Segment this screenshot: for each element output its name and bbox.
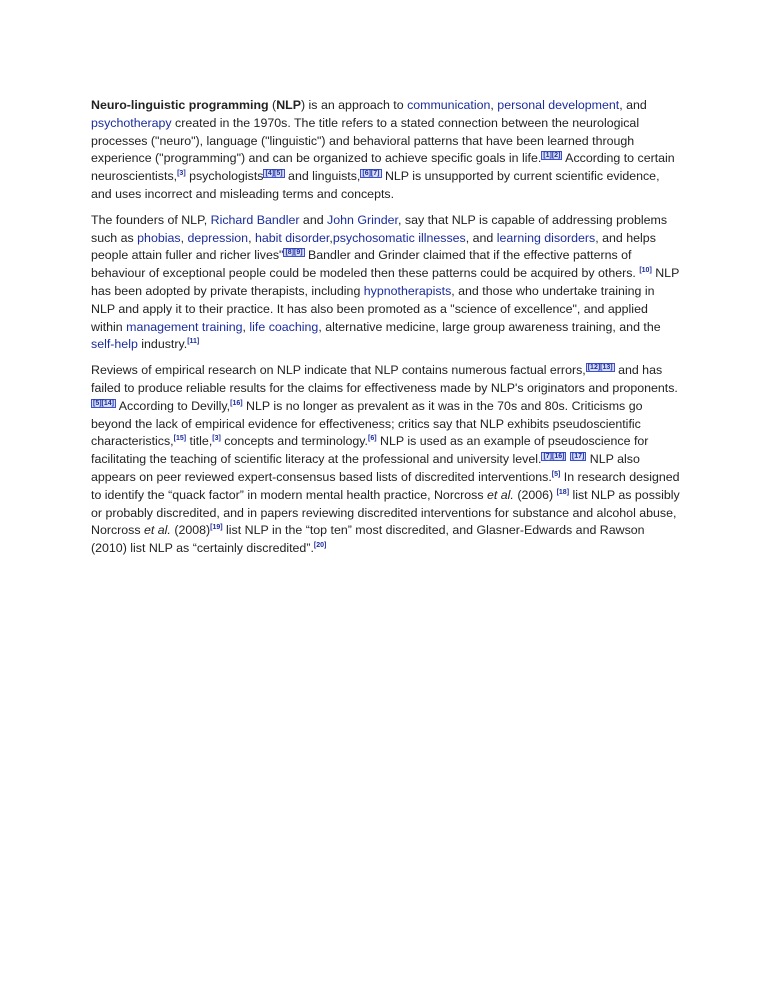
text-run: title, — [186, 434, 213, 449]
article-link[interactable]: Richard Bandler — [210, 212, 300, 227]
paragraph-founders — [91, 212, 681, 354]
italic-text: et al. — [487, 487, 514, 502]
text-run: industry. — [137, 337, 188, 352]
text-run: NLP is used as an example of pseudoscience for facilitating the teaching of scientific literacy at the professional and university level. — [91, 434, 649, 467]
article-link[interactable]: phobias — [137, 230, 181, 245]
text-run: , and — [619, 98, 647, 112]
text-run: , and helps people attain fuller and richer lives" — [91, 230, 656, 263]
article-link[interactable]: management training — [126, 319, 243, 334]
citation-link[interactable]: [5][14] — [93, 399, 115, 407]
citation-link[interactable]: [3] — [177, 170, 186, 178]
text-run: According to certain neuroscientists, — [91, 151, 675, 184]
text-run: ( — [268, 98, 277, 112]
text-run: , alternative medicine, large group awareness training, and the — [318, 319, 661, 334]
text-run: Bandler and Grinder claimed that if the effective patterns of behaviour of exceptional people could be modeled then these patterns could be acquired by others. — [91, 248, 640, 281]
article-link[interactable]: self-help — [91, 337, 138, 352]
text-run: list NLP in the “top ten” most discredited, and Glasner-Edwards and Rawson (2010) list NLP as “certainly discredited”. — [91, 523, 645, 556]
text-run: The founders of NLP, — [91, 212, 211, 227]
citation-link[interactable]: [7][16] — [543, 453, 565, 461]
text-run: and linguists, — [284, 169, 361, 184]
text-run: In research designed to identify the “quack factor” in modern mental health practice, Norcross — [91, 469, 680, 502]
text-run: Reviews of empirical research on NLP indicate that NLP contains numerous factual errors, — [91, 363, 586, 378]
article-link[interactable]: communication — [407, 98, 491, 112]
text-run: , — [490, 98, 498, 112]
article-body — [91, 97, 681, 566]
citation-link[interactable]: [8][9] — [285, 249, 303, 257]
citation-link[interactable]: [5] — [551, 470, 561, 478]
text-run: According to Devilly, — [116, 398, 231, 413]
citation-link[interactable]: [16] — [230, 399, 243, 407]
bold-text: Neuro-linguistic programming — [91, 98, 269, 112]
text-run: , — [180, 230, 188, 245]
bold-text: NLP — [276, 98, 301, 112]
text-run: NLP has been adopted by private therapists, including — [91, 266, 680, 298]
article-link[interactable]: life coaching — [249, 319, 319, 334]
citation-link[interactable]: [10] — [639, 267, 652, 275]
article-link[interactable]: learning disorders — [496, 230, 596, 245]
citation-link[interactable]: [3] — [212, 435, 221, 443]
text-run: , — [242, 319, 250, 334]
citation-link[interactable]: [6][7] — [362, 170, 380, 178]
article-link[interactable]: John Grinder — [327, 212, 398, 227]
text-run: NLP also appears on peer reviewed expert-consensus based lists of discredited interventions. — [91, 452, 640, 484]
citation-link[interactable]: [1][2] — [543, 152, 561, 160]
citation-link[interactable]: [15] — [173, 435, 187, 443]
text-run: (2006) — [513, 487, 557, 502]
text-run: , — [248, 230, 255, 245]
text-run: and has failed to produce reliable results for the claims for effectiveness made by NLP's originators and proponents. — [91, 363, 678, 395]
text-run: concepts and terminology. — [220, 434, 368, 449]
citation-link[interactable]: [11] — [187, 338, 200, 346]
article-link[interactable]: psychosomatic illnesses — [332, 230, 466, 245]
text-run: ) is an approach to — [300, 98, 408, 112]
text-run: , and those who undertake training in NLP and apply it to their practice. It has also been promoted as a "science of excellence", and applied within — [91, 283, 655, 334]
article-link[interactable]: depression — [187, 230, 249, 245]
text-run: (2008) — [170, 523, 211, 538]
citation-link[interactable]: [12][13] — [587, 364, 613, 372]
article-link[interactable]: hypnotherapists — [363, 283, 452, 298]
citation-link[interactable]: [6] — [368, 435, 377, 443]
text-run: created in the 1970s. The title refers to a stated connection between the neurological processes ("neuro"), language ("linguistic") and behavioral patterns that have been learned through experience ("programming") and can be organized to achieve specific goals in life. — [91, 115, 640, 166]
text-run: , say that NLP is capable of addressing problems such as — [91, 212, 668, 245]
text-run: NLP is unsupported by current scientific evidence, and uses incorrect and misleading terms and concepts. — [91, 169, 660, 201]
paragraph-reviews — [91, 362, 681, 558]
citation-link[interactable]: [19] — [210, 524, 223, 532]
citation-link[interactable]: [17] — [571, 453, 585, 461]
text-run: , — [329, 230, 333, 245]
text-run: psychologists — [185, 169, 264, 184]
text-run: , and — [465, 230, 497, 245]
citation-link[interactable]: [20] — [313, 542, 327, 550]
citation-link[interactable]: [18] — [556, 488, 570, 496]
italic-text: et al. — [144, 523, 171, 538]
paragraph-intro — [91, 97, 681, 204]
text-run: list NLP as possibly or probably discredited, and in papers reviewing discredited interventions for substance and alcohol abuse, Norcross — [91, 487, 680, 538]
article-link[interactable]: personal development — [497, 98, 620, 112]
text-run: NLP is no longer as prevalent as it was in the 70s and 80s. Criticisms go beyond the lack of empirical evidence for effectiveness; critics say that NLP exhibits pseudoscientific characteristics, — [91, 398, 643, 449]
article-link[interactable]: habit disorder — [254, 230, 330, 245]
article-link[interactable]: psychotherapy — [91, 115, 172, 130]
citation-link[interactable]: [4][5] — [265, 170, 283, 178]
text-run: and — [299, 212, 328, 227]
